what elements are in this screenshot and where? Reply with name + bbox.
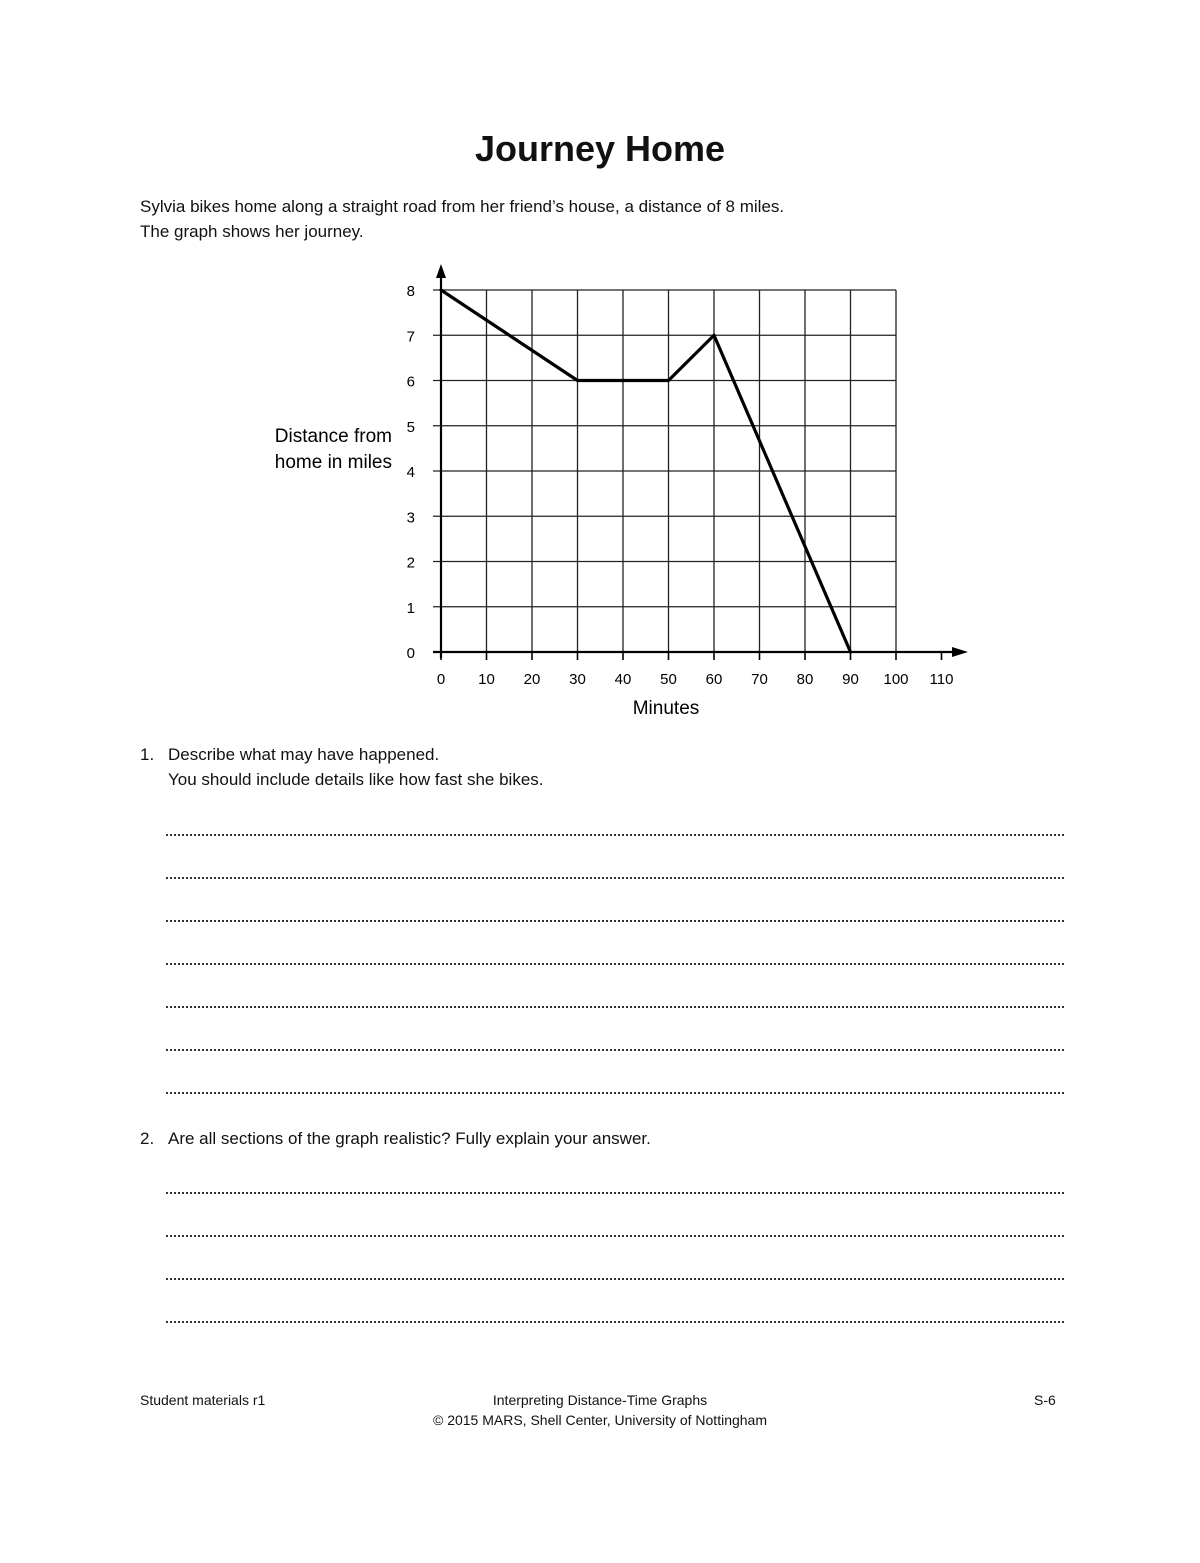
x-axis-label: Minutes bbox=[632, 698, 700, 719]
y-axis-label-line-2: home in miles bbox=[274, 452, 392, 473]
graph-tick-labels bbox=[407, 283, 954, 688]
x-tick-label: 0 bbox=[436, 671, 446, 688]
y-tick-label: 0 bbox=[406, 645, 415, 662]
question-1-line-1: Describe what may have happened. bbox=[168, 745, 440, 764]
answer-line[interactable] bbox=[166, 920, 1064, 922]
distance-time-graph bbox=[0, 0, 1200, 740]
x-axis-arrowhead bbox=[952, 647, 968, 657]
question-2-line-1: Are all sections of the graph realistic? Fully explain your answer. bbox=[168, 1129, 651, 1148]
footer-center-line-2: © 2015 MARS, Shell Center, University of Nottingham bbox=[432, 1412, 768, 1428]
x-tick-label: 30 bbox=[569, 671, 586, 688]
footer-center-line-1: Interpreting Distance-Time Graphs bbox=[492, 1392, 708, 1408]
answer-line[interactable] bbox=[166, 1006, 1064, 1008]
x-tick-label: 20 bbox=[523, 671, 541, 688]
answer-line[interactable] bbox=[166, 1235, 1064, 1237]
answer-line[interactable] bbox=[166, 834, 1064, 836]
question-1-number: 1. bbox=[140, 745, 155, 764]
x-tick-label: 100 bbox=[883, 671, 909, 688]
answer-line[interactable] bbox=[166, 1092, 1064, 1094]
y-axis-label-line-1: Distance from bbox=[274, 426, 392, 447]
answer-line[interactable] bbox=[166, 877, 1064, 879]
answer-line[interactable] bbox=[166, 1278, 1064, 1280]
footer-center bbox=[0, 1390, 1200, 1430]
answer-line[interactable] bbox=[166, 963, 1064, 965]
y-tick-label: 4 bbox=[406, 464, 415, 481]
x-tick-label: 10 bbox=[478, 671, 495, 688]
x-tick-label: 80 bbox=[796, 671, 814, 688]
graph-axes bbox=[433, 264, 968, 660]
intro-line-2: The graph shows her journey. bbox=[140, 222, 364, 241]
x-tick-label: 60 bbox=[705, 671, 723, 688]
x-tick-label: 40 bbox=[614, 671, 632, 688]
x-tick-label: 110 bbox=[929, 671, 954, 688]
y-tick-label: 6 bbox=[406, 373, 415, 391]
question-2-number: 2. bbox=[140, 1129, 155, 1148]
y-tick-label: 8 bbox=[406, 283, 415, 300]
x-tick-label: 90 bbox=[842, 671, 859, 688]
footer-page-number: S-6 bbox=[1034, 1392, 1056, 1408]
y-tick-label: 2 bbox=[406, 554, 415, 572]
question-1-line-2: You should include details like how fast she bikes. bbox=[168, 770, 544, 789]
question-1 bbox=[140, 742, 544, 792]
x-tick-label: 50 bbox=[660, 671, 677, 688]
answer-line[interactable] bbox=[166, 1049, 1064, 1051]
y-axis-arrowhead bbox=[436, 264, 446, 278]
y-tick-label: 1 bbox=[406, 599, 415, 617]
x-tick-label: 70 bbox=[751, 671, 768, 688]
intro-line-1: Sylvia bikes home along a straight road from her friend’s house, a distance of 8 miles. bbox=[140, 197, 785, 216]
answer-line[interactable] bbox=[166, 1321, 1064, 1323]
question-2 bbox=[140, 1126, 651, 1151]
y-tick-label: 3 bbox=[406, 509, 415, 527]
answer-line[interactable] bbox=[166, 1192, 1064, 1194]
footer-left: Student materials r1 bbox=[140, 1392, 266, 1408]
y-tick-label: 5 bbox=[406, 418, 415, 436]
page-title: Journey Home bbox=[474, 128, 726, 169]
y-tick-label: 7 bbox=[406, 328, 415, 346]
